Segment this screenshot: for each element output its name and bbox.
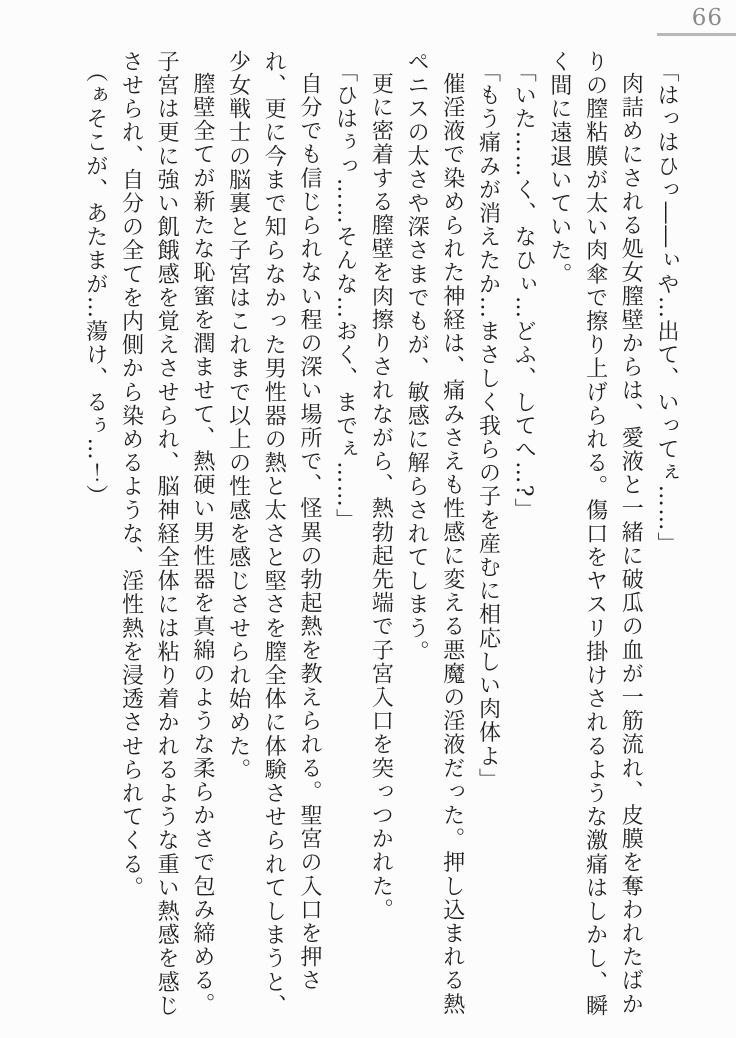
page-number: 66 (691, 5, 723, 31)
paragraph: （ぁそこが、あたまが…蕩け、るぅ…！） (82, 59, 108, 509)
page-text-body (77, 50, 684, 1025)
paragraph: 「もう痛みが消えたか…まさしく我らの子を産むに相応しい肉体よ」 (475, 59, 501, 792)
paragraph: 自分でも信じられない程の深い場所で、怪異の勃起熱を教えられる。聖宮の入口を押され、更に今まで知らなかった男性器の熱と太さと堅さを膣全体に体験させられてしまうと、少女戦士の脳裏と子宮はこれまで以上の性感を感じさせられ始めた。 (225, 50, 322, 1018)
paragraph: 膣壁全てが新たな恥蜜を潤ませて、熱硬い男性器を真綿のような柔らかさで包み締める。子宮は更に強い飢餓感を覚えさせられ、脳神経全体には粘り着かれるような重い熱感を感じさせられ、自分の全てを内側から染めるような、淫性熱を浸透させられてくる。 (118, 50, 215, 1018)
paragraph: 肉詰めにされる処女膣壁からは、愛液と一緒に破瓜の血が一筋流れ、皮膜を奪われたばかりの膣粘膜が太い肉傘で擦り上げられる。傷口をヤスリ掛けされるような激痛はしかし、瞬く間に遠退いていた。 (546, 50, 644, 1018)
page-number-rule (657, 33, 736, 36)
paragraph: 「ひはぅっ……そんな…おく、までぇ……」 (332, 59, 358, 532)
paragraph: 「はっはひっ――ぃや…出て、いってぇ……」 (654, 59, 679, 556)
paragraph: 「いた……く、なひぃ…どふ、してへ…?」 (511, 59, 537, 522)
paragraph: 催淫液で染められた神経は、痛みさえも性感に変える悪魔の淫液だった。押し込まれる熱ペニスの太さや深さまでもが、敏感に解らされてしまう。 (404, 50, 465, 1016)
paragraph: 更に密着する膣壁を肉擦りされながら、熱勃起先端で子宮入口を突っつかれた。 (368, 72, 394, 922)
